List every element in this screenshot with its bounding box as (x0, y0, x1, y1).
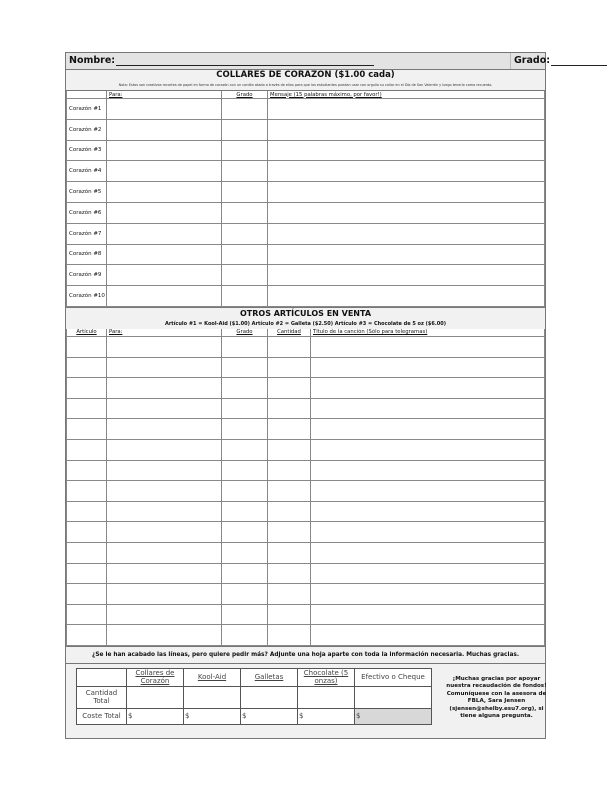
coste-row (77, 708, 432, 724)
necklaces-note: Nota: Estos son creativos recortes de papel en forma de corazón con un cordón atado a través de ellos para que los estudiantes puedan usar con orgullo su collar en el Día de San Valentín y luego tenerlo como recuerdo. (66, 81, 545, 91)
col-titulo: Título de la canción (Sólo para telegramas) (311, 329, 545, 337)
necklace-label: Corazón #3 (67, 140, 107, 161)
qty-koolaid[interactable] (184, 686, 241, 708)
necklace-label: Corazón #1 (67, 99, 107, 120)
necklaces-rows (67, 99, 545, 307)
titulo-cell[interactable] (311, 604, 545, 625)
para-cell[interactable] (107, 563, 222, 584)
para-cell[interactable] (107, 336, 222, 357)
para-cell[interactable] (107, 223, 222, 244)
necklace-row (67, 265, 545, 286)
mensaje-cell[interactable] (268, 99, 545, 120)
grado-cell[interactable] (222, 140, 268, 161)
para-cell[interactable] (107, 419, 222, 440)
articulo-cell[interactable] (67, 419, 107, 440)
cantidad-cell[interactable] (268, 419, 311, 440)
necklace-label: Corazón #4 (67, 161, 107, 182)
other-header-row (67, 329, 545, 337)
grado-cell[interactable] (222, 286, 268, 307)
para-cell[interactable] (107, 140, 222, 161)
para-cell[interactable] (107, 286, 222, 307)
qty-efectivo[interactable] (355, 686, 432, 708)
grado-cell[interactable] (222, 460, 268, 481)
titulo-cell[interactable] (311, 398, 545, 419)
necklace-label: Corazón #10 (67, 286, 107, 307)
other-item-row (67, 357, 545, 378)
titulo-cell[interactable] (311, 357, 545, 378)
titulo-cell[interactable] (311, 378, 545, 399)
titulo-cell[interactable] (311, 481, 545, 502)
para-cell[interactable] (107, 604, 222, 625)
articulo-cell[interactable] (67, 481, 107, 502)
necklace-row (67, 161, 545, 182)
other-items-table (66, 329, 545, 646)
other-item-row (67, 378, 545, 399)
titulo-cell[interactable] (311, 419, 545, 440)
grado-cell[interactable] (222, 378, 268, 399)
col-mensaje: Mensaje (15 palabras máximo, por favor!) (268, 91, 545, 99)
grado-cell[interactable] (222, 244, 268, 265)
cantidad-cell[interactable] (268, 522, 311, 543)
cantidad-cell[interactable] (268, 460, 311, 481)
cost-collares[interactable]: $ (127, 708, 184, 724)
titulo-cell[interactable] (311, 336, 545, 357)
necklace-row (67, 182, 545, 203)
necklaces-table (66, 91, 545, 307)
other-item-row (67, 336, 545, 357)
other-item-row (67, 584, 545, 605)
titulo-cell[interactable] (311, 501, 545, 522)
para-cell[interactable] (107, 99, 222, 120)
grado-cell[interactable] (222, 604, 268, 625)
other-item-row (67, 439, 545, 460)
grado-cell[interactable] (222, 481, 268, 502)
cantidad-cell[interactable] (268, 398, 311, 419)
form-header (66, 53, 551, 70)
cantidad-cell[interactable] (268, 563, 311, 584)
other-items-list: Artículo #1 = Kool-Aid ($1.00) Artículo #2 = Galleta ($2.50) Artículo #3 = Chocolate de 5 oz ($6.00) (66, 319, 545, 329)
other-item-row (67, 501, 545, 522)
thanks-note: ¡Muchas gracias por apoyar nuestra recaudación de fondos! Comuníquese con la asesora de FBLA, Sara Jensen (sjensen@shelby.esu7.org), si tiene alguna pregunta. (446, 675, 547, 719)
mensaje-cell[interactable] (268, 244, 545, 265)
grado-cell[interactable] (222, 398, 268, 419)
mensaje-cell[interactable] (268, 119, 545, 140)
titulo-cell[interactable] (311, 563, 545, 584)
necklaces-header-row (67, 91, 545, 99)
grado-cell[interactable] (222, 336, 268, 357)
cantidad-cell[interactable] (268, 604, 311, 625)
cost-galletas[interactable]: $ (241, 708, 298, 724)
h-chocolate: Chocolate (5 onzas) (298, 668, 355, 686)
grado-cell[interactable] (222, 563, 268, 584)
other-item-row (67, 481, 545, 502)
titulo-cell[interactable] (311, 625, 545, 646)
articulo-cell[interactable] (67, 604, 107, 625)
h-galletas: Galletas (241, 668, 298, 686)
qty-chocolate[interactable] (298, 686, 355, 708)
para-cell[interactable] (107, 460, 222, 481)
cantidad-cell[interactable] (268, 625, 311, 646)
other-item-row (67, 604, 545, 625)
para-cell[interactable] (107, 501, 222, 522)
other-item-row (67, 522, 545, 543)
other-item-row (67, 625, 545, 646)
articulo-cell[interactable] (67, 584, 107, 605)
para-cell[interactable] (107, 161, 222, 182)
para-cell[interactable] (107, 119, 222, 140)
grado-cell[interactable] (222, 223, 268, 244)
mensaje-cell[interactable] (268, 182, 545, 203)
cantidad-label: Cantidad Total (77, 686, 127, 708)
cantidad-cell[interactable] (268, 584, 311, 605)
grade-field[interactable] (551, 65, 607, 66)
grado-cell[interactable] (222, 439, 268, 460)
other-item-row (67, 542, 545, 563)
necklace-label: Corazón #6 (67, 202, 107, 223)
para-cell[interactable] (107, 439, 222, 460)
necklace-row (67, 119, 545, 140)
col-para-other: Para: (107, 329, 222, 337)
articulo-cell[interactable] (67, 439, 107, 460)
articulo-cell[interactable] (67, 460, 107, 481)
necklace-label: Corazón #5 (67, 182, 107, 203)
necklace-label: Corazón #7 (67, 223, 107, 244)
mensaje-cell[interactable] (268, 140, 545, 161)
cantidad-cell[interactable] (268, 501, 311, 522)
totals-table (76, 668, 432, 725)
para-cell[interactable] (107, 542, 222, 563)
coste-label: Coste Total (77, 708, 127, 724)
para-cell[interactable] (107, 398, 222, 419)
other-item-row (67, 419, 545, 440)
other-rows (67, 336, 545, 645)
articulo-cell[interactable] (67, 357, 107, 378)
necklaces-title: COLLARES DE CORAZÓN ($1.00 cada) (66, 70, 545, 81)
grado-cell[interactable] (222, 625, 268, 646)
necklace-row (67, 223, 545, 244)
para-cell[interactable] (107, 244, 222, 265)
articulo-cell[interactable] (67, 625, 107, 646)
totals-header-row (77, 668, 432, 686)
mensaje-cell[interactable] (268, 161, 545, 182)
titulo-cell[interactable] (311, 522, 545, 543)
necklace-row (67, 140, 545, 161)
grado-cell[interactable] (222, 542, 268, 563)
col-cantidad: Cantidad (268, 329, 311, 337)
articulo-cell[interactable] (67, 398, 107, 419)
necklace-row (67, 244, 545, 265)
col-grado: Grado (222, 91, 268, 99)
titulo-cell[interactable] (311, 439, 545, 460)
para-cell[interactable] (107, 265, 222, 286)
titulo-cell[interactable] (311, 460, 545, 481)
mensaje-cell[interactable] (268, 223, 545, 244)
articulo-cell[interactable] (67, 563, 107, 584)
totals-section (66, 663, 545, 738)
para-cell[interactable] (107, 357, 222, 378)
articulo-cell[interactable] (67, 501, 107, 522)
grade-label: Grado: (514, 55, 551, 66)
cantidad-cell[interactable] (268, 378, 311, 399)
order-form (65, 52, 551, 739)
grado-cell[interactable] (222, 584, 268, 605)
mensaje-cell[interactable] (268, 202, 545, 223)
qty-galletas[interactable] (241, 686, 298, 708)
para-cell[interactable] (107, 625, 222, 646)
para-cell[interactable] (107, 202, 222, 223)
name-field[interactable] (116, 65, 374, 66)
cantidad-row (77, 686, 432, 708)
grado-cell[interactable] (222, 202, 268, 223)
name-label: Nombre: (69, 55, 116, 66)
para-cell[interactable] (107, 182, 222, 203)
necklace-label: Corazón #9 (67, 265, 107, 286)
col-articulo: Artículo (67, 329, 107, 337)
other-items-title: OTROS ARTÍCULOS EN VENTA (66, 307, 545, 319)
grado-cell[interactable] (222, 265, 268, 286)
articulo-cell[interactable] (67, 336, 107, 357)
grado-cell[interactable] (222, 522, 268, 543)
cost-koolaid[interactable]: $ (184, 708, 241, 724)
cantidad-cell[interactable] (268, 481, 311, 502)
necklace-label: Corazón #2 (67, 119, 107, 140)
articulo-cell[interactable] (67, 522, 107, 543)
col-para: Para: (107, 91, 222, 99)
titulo-cell[interactable] (311, 542, 545, 563)
grado-cell[interactable] (222, 501, 268, 522)
other-item-row (67, 398, 545, 419)
h-efectivo: Efectivo o Cheque (355, 668, 432, 686)
necklace-row (67, 286, 545, 307)
para-cell[interactable] (107, 584, 222, 605)
other-item-row (67, 460, 545, 481)
qty-collares[interactable] (127, 686, 184, 708)
necklace-label: Corazón #8 (67, 244, 107, 265)
para-cell[interactable] (107, 481, 222, 502)
h-koolaid: Kool-Aid (184, 668, 241, 686)
mensaje-cell[interactable] (268, 265, 545, 286)
grado-cell[interactable] (222, 357, 268, 378)
empty-header-cell (67, 91, 107, 99)
mensaje-cell[interactable] (268, 286, 545, 307)
cost-chocolate[interactable]: $ (298, 708, 355, 724)
grado-cell[interactable] (222, 161, 268, 182)
necklace-row (67, 202, 545, 223)
titulo-cell[interactable] (311, 584, 545, 605)
cost-efectivo[interactable]: $ (355, 708, 432, 724)
cantidad-cell[interactable] (268, 439, 311, 460)
cantidad-cell[interactable] (268, 357, 311, 378)
col-grado-other: Grado (222, 329, 268, 337)
footnote: ¿Se le han acabado las líneas, pero quiere pedir más? Adjunte una hoja aparte con toda la información necesaria. Muchas gracias. (66, 646, 545, 663)
h-collares: Collares de Corazón (127, 668, 184, 686)
grado-cell[interactable] (222, 419, 268, 440)
cantidad-cell[interactable] (268, 336, 311, 357)
cantidad-cell[interactable] (268, 542, 311, 563)
totals-corner (77, 668, 127, 686)
grado-cell[interactable] (222, 119, 268, 140)
grado-cell[interactable] (222, 99, 268, 120)
necklace-row (67, 99, 545, 120)
articulo-cell[interactable] (67, 378, 107, 399)
other-item-row (67, 563, 545, 584)
para-cell[interactable] (107, 378, 222, 399)
grado-cell[interactable] (222, 182, 268, 203)
header-divider (510, 53, 511, 69)
para-cell[interactable] (107, 522, 222, 543)
articulo-cell[interactable] (67, 542, 107, 563)
